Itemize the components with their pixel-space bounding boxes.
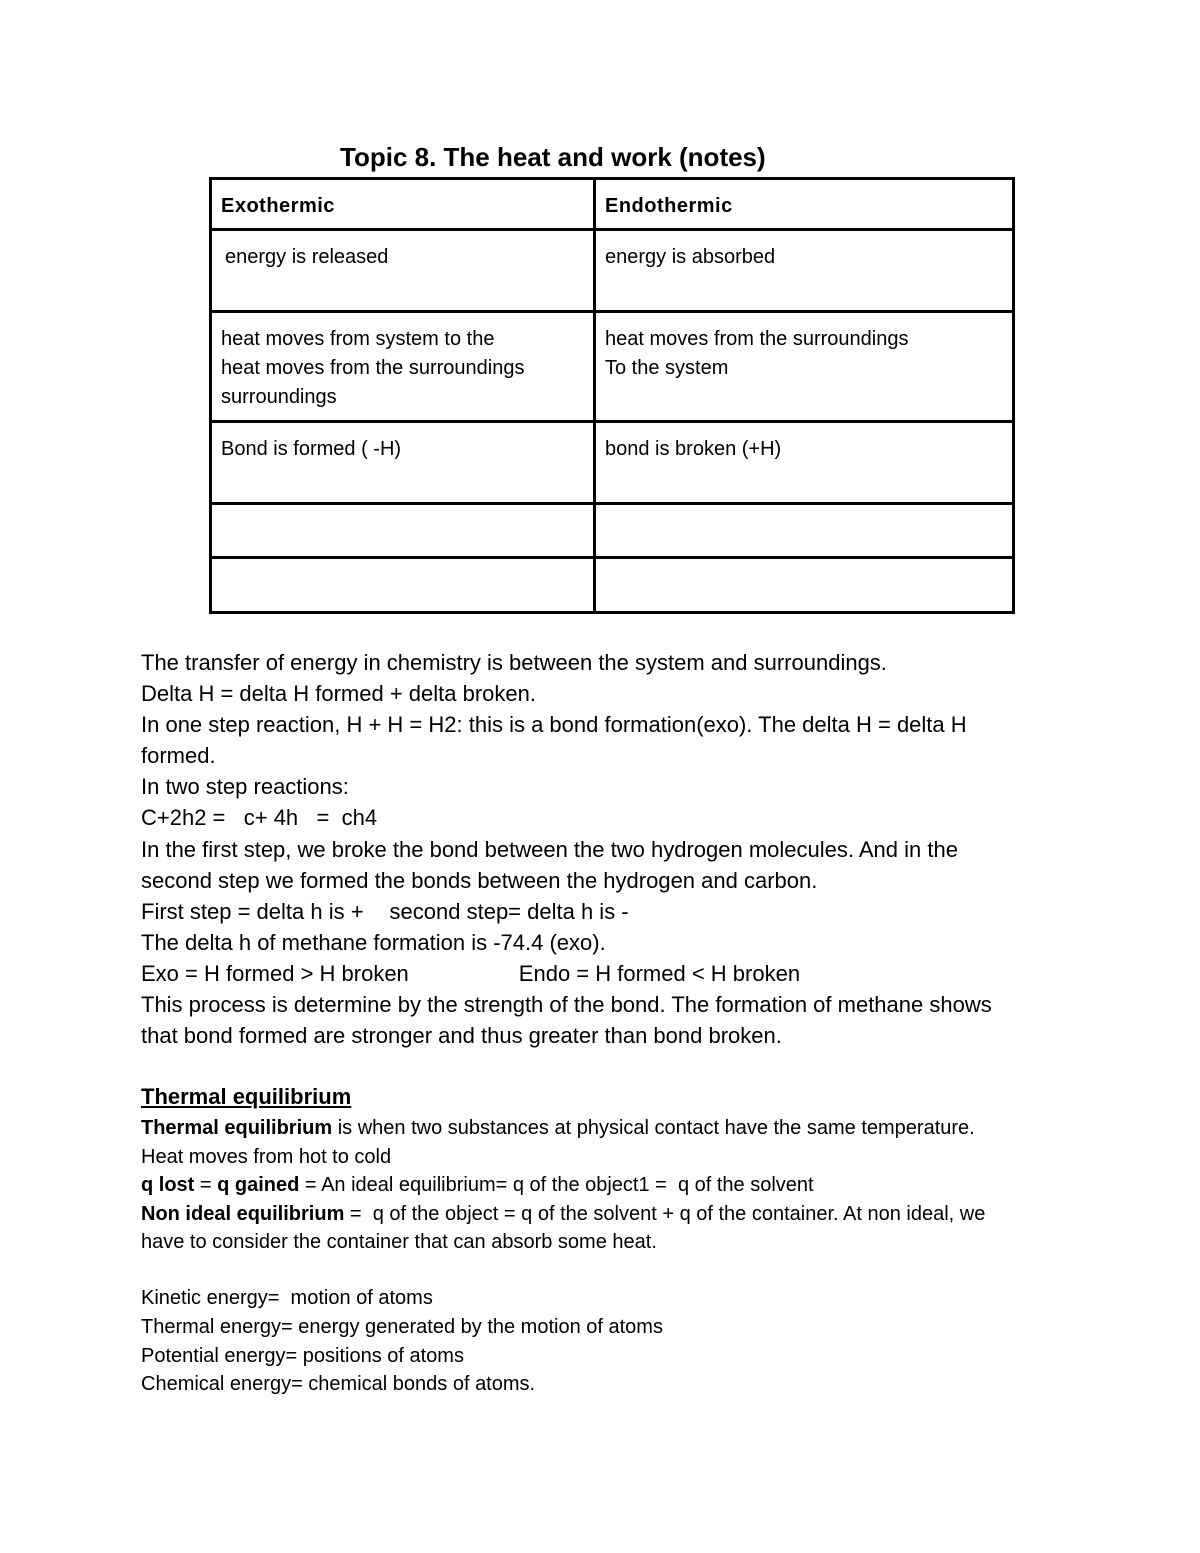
first-step-text: First step = delta h is +	[141, 898, 364, 924]
heat-line: Heat moves from hot to cold	[141, 1145, 392, 1168]
non-ideal-text: = q of the object = q of the solvent + q of the container. At non ideal, we	[344, 1202, 986, 1225]
kinetic-energy-line: Kinetic energy= motion of atoms	[141, 1287, 433, 1309]
exo-cell	[211, 230, 595, 312]
table-header-row	[211, 179, 1014, 230]
notes-line: In two step reactions:	[141, 774, 349, 800]
endo-cell	[595, 230, 1014, 312]
section-heading-thermal-equilibrium: Thermal equilibrium	[141, 1084, 352, 1109]
page-title: Topic 8. The heat and work (notes)	[340, 142, 766, 172]
endo-cell	[595, 422, 1014, 504]
table-row	[211, 422, 1014, 504]
notes-line: second step we formed the bonds between the hydrogen and carbon.	[141, 867, 818, 893]
cell-line: To the system	[605, 357, 729, 379]
equals-sign: =	[194, 1174, 218, 1196]
cell-line: bond is broken (+H)	[605, 438, 782, 460]
q-lost-term: q lost	[141, 1174, 195, 1196]
notes-line: formed.	[141, 743, 216, 769]
table-row	[211, 504, 1014, 558]
thermal-energy-line: Thermal energy= energy generated by the motion of atoms	[141, 1315, 663, 1338]
notes-line	[141, 896, 1071, 927]
table-row	[211, 558, 1014, 613]
table-row	[211, 312, 1014, 422]
non-ideal-line	[141, 1200, 1071, 1229]
exo-endo-table	[209, 177, 1015, 614]
notes-line: In one step reaction, H + H = H2: this is a bond formation(exo). The delta H = delta H	[141, 712, 967, 738]
exo-cell	[211, 312, 595, 422]
non-ideal-continuation: have to consider the container that can absorb some heat.	[141, 1231, 657, 1253]
cell-line: energy is absorbed	[605, 246, 776, 268]
potential-energy-line: Potential energy= positions of atoms	[141, 1344, 464, 1367]
exo-cell	[211, 504, 595, 558]
notes-line: that bond formed are stronger and thus greater than bond broken.	[141, 1023, 782, 1049]
thermal-equilibrium-notes	[141, 1114, 1071, 1257]
exo-cell	[211, 422, 595, 504]
second-step-text: second step= delta h is -	[389, 898, 629, 924]
table-row	[211, 230, 1014, 312]
ideal-line	[141, 1171, 1071, 1200]
energy-definitions	[141, 1284, 1071, 1399]
q-gained-term: q gained	[217, 1174, 300, 1196]
cell-line: heat moves from the surroundings	[605, 328, 909, 350]
cell-line: energy is released	[225, 246, 389, 268]
chemical-energy-line: Chemical energy= chemical bonds of atoms.	[141, 1373, 536, 1396]
definition-line	[141, 1114, 1071, 1143]
definition-text: is when two substances at physical contact have the same temperature.	[332, 1117, 975, 1139]
notes-line: Delta H = delta H formed + delta broken.	[141, 681, 536, 707]
non-ideal-term: Non ideal equilibrium	[141, 1202, 345, 1225]
notes-line: In the first step, we broke the bond between the two hydrogen molecules. And in the	[141, 836, 958, 862]
notes-line: The transfer of energy in chemistry is between the system and surroundings.	[141, 650, 887, 675]
cell-line: surroundings	[221, 386, 337, 408]
notes-line	[141, 958, 1071, 989]
cell-line: Bond is formed ( -H)	[221, 438, 402, 460]
notes-line: The delta h of methane formation is -74.4 (exo).	[141, 929, 606, 955]
notes-paragraph	[141, 647, 1071, 1051]
definition-term: Thermal equilibrium	[141, 1117, 333, 1139]
ideal-text: = An ideal equilibrium= q of the object1 = q of the solvent	[299, 1174, 814, 1196]
header-exothermic: Exothermic	[211, 179, 595, 230]
endo-cell	[595, 312, 1014, 422]
cell-line: heat moves from system to the	[221, 328, 495, 350]
endo-rule: Endo = H formed < H broken	[518, 960, 801, 986]
header-endothermic: Endothermic	[595, 179, 1014, 230]
cell-line: heat moves from the surroundings	[221, 357, 525, 379]
notes-line: C+2h2 = c+ 4h = ch4	[141, 805, 378, 831]
exo-cell	[211, 558, 595, 613]
endo-cell	[595, 504, 1014, 558]
notes-line: This process is determine by the strength of the bond. The formation of methane shows	[141, 992, 992, 1018]
exo-rule: Exo = H formed > H broken	[141, 960, 409, 986]
endo-cell	[595, 558, 1014, 613]
